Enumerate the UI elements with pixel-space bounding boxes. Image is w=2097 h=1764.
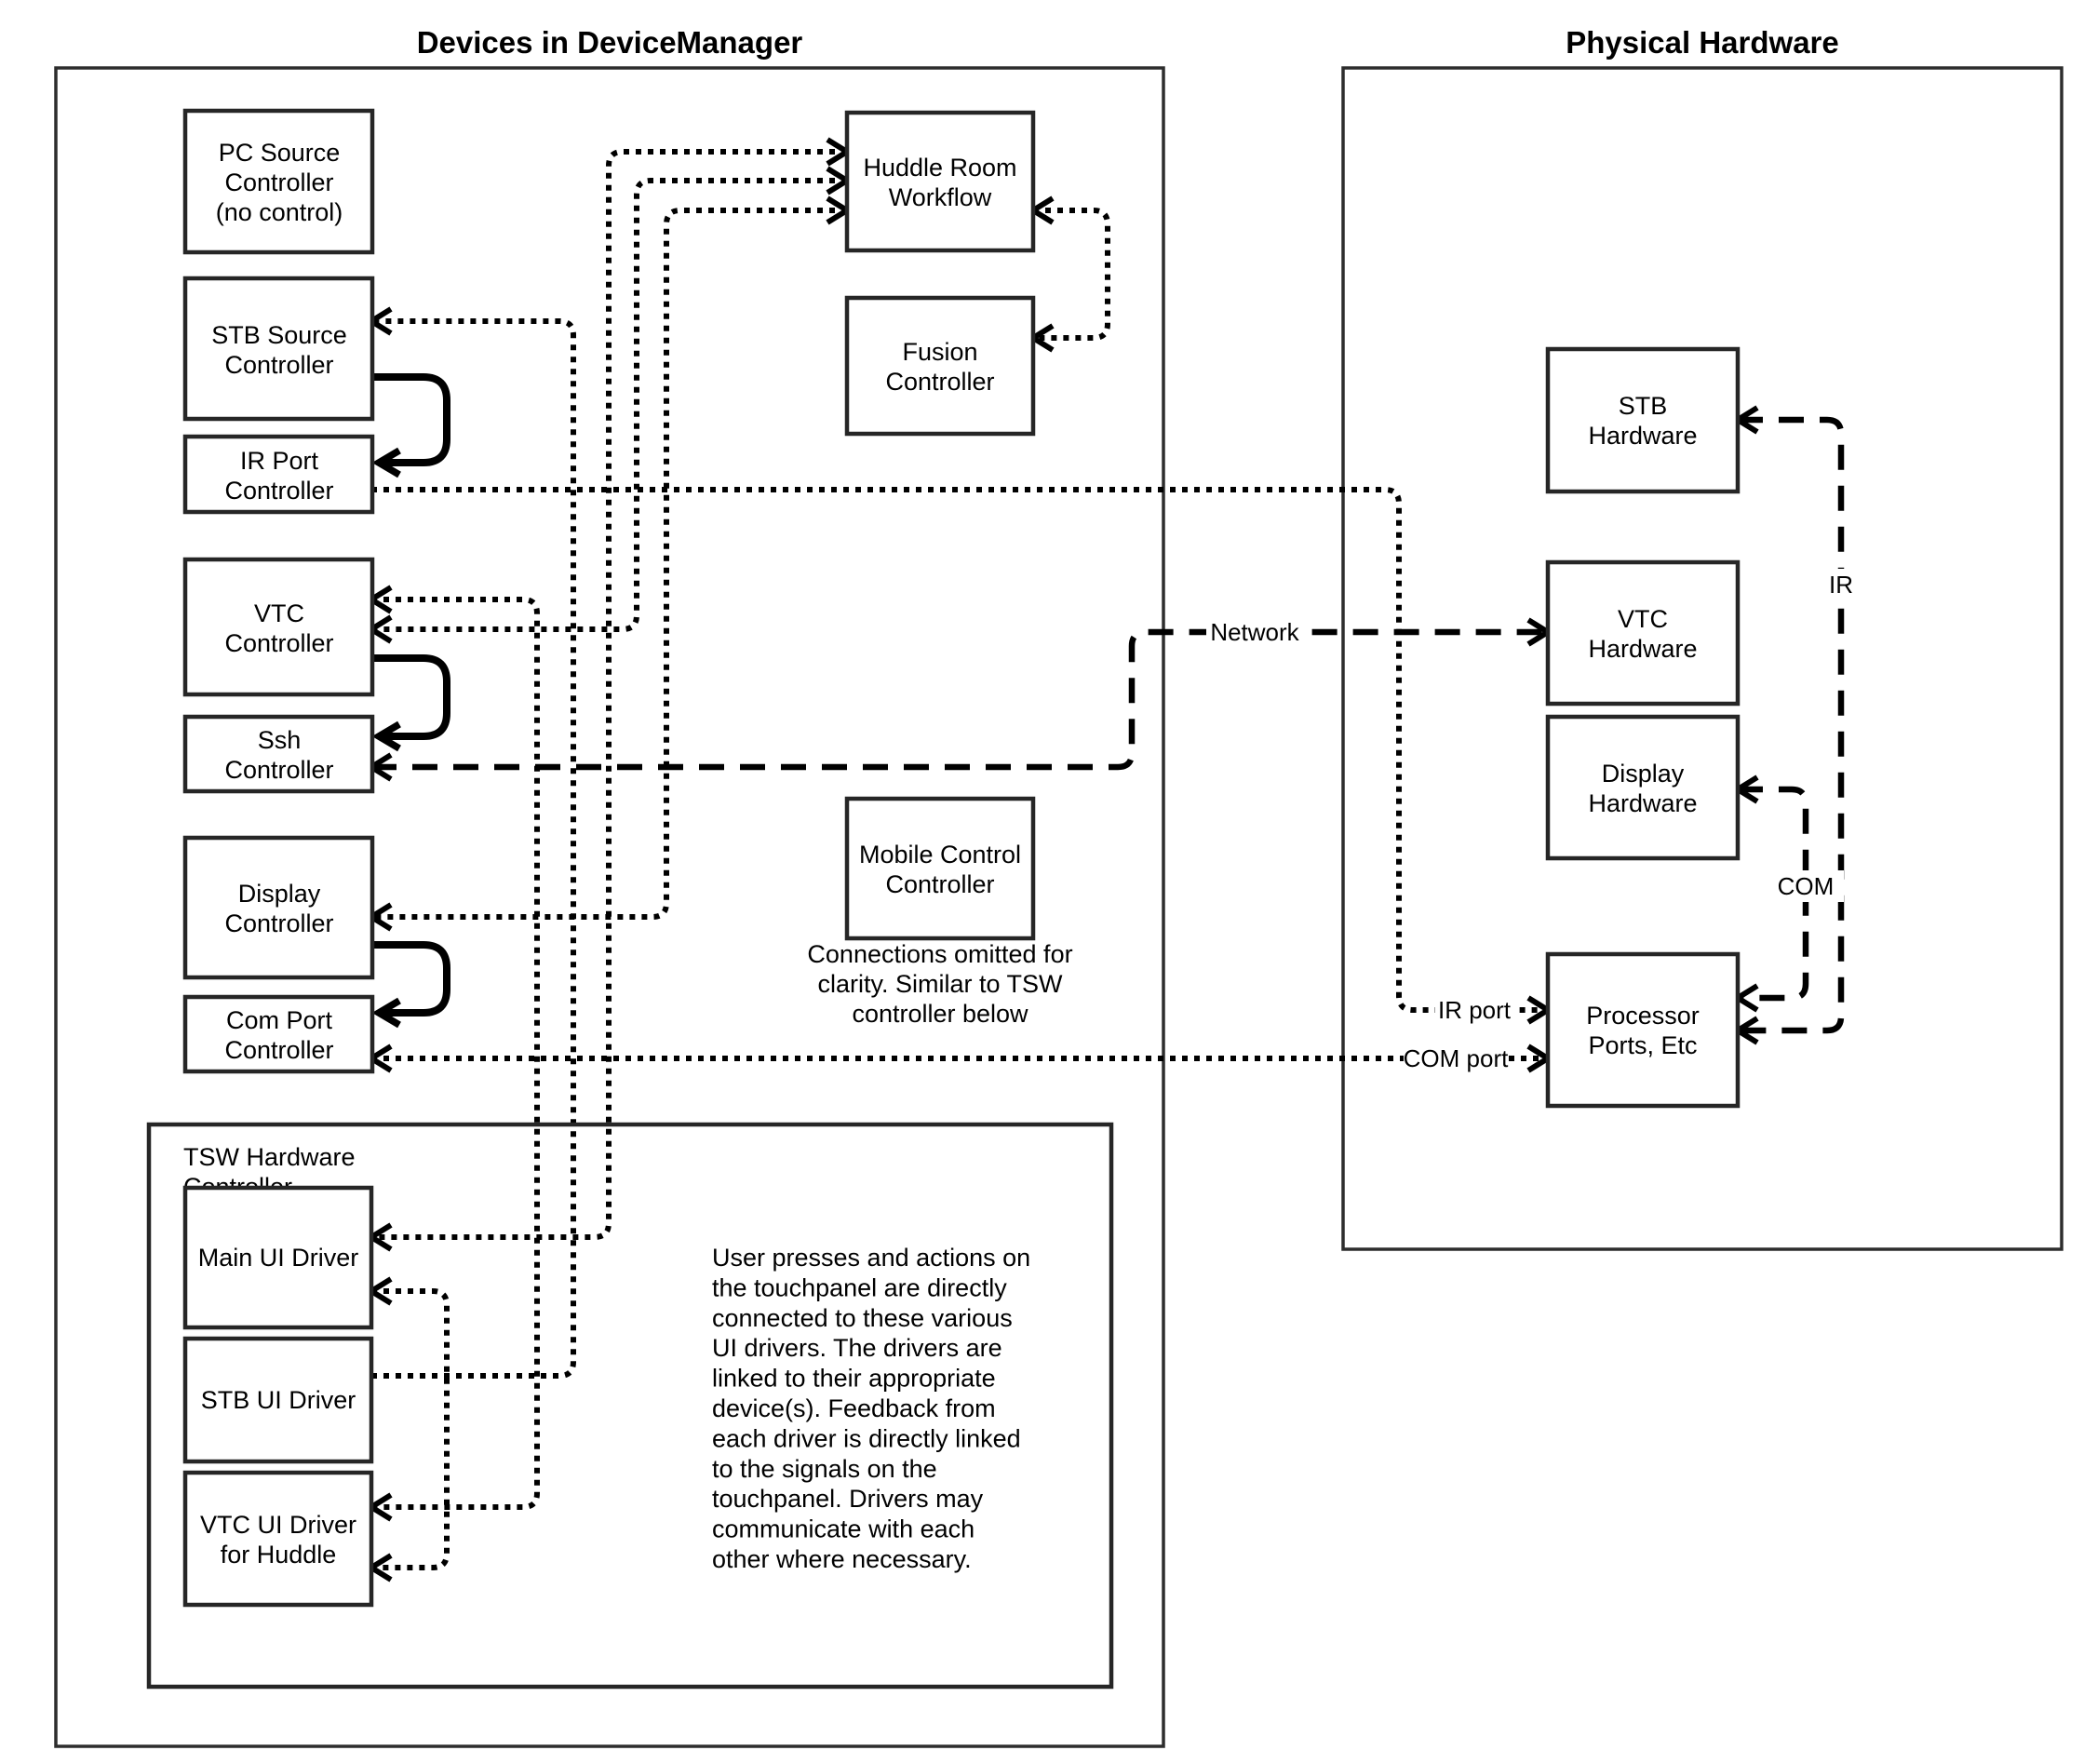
com-label-text: COM bbox=[1777, 872, 1835, 900]
processor-label-line2: Ports, Etc bbox=[1588, 1031, 1698, 1059]
pc-source-label-line1: PC Source bbox=[218, 139, 341, 167]
box-stb-source-controller bbox=[185, 278, 372, 419]
display-hardware-label-line1: Display bbox=[1601, 760, 1685, 788]
mobile-label-line1: Mobile Control bbox=[858, 841, 1022, 869]
tsw-note-line8: to the signals on the bbox=[712, 1454, 937, 1483]
display-label-line1: Display bbox=[237, 880, 321, 908]
vtc-ui-driver-rect bbox=[185, 1473, 371, 1605]
main-ui-driver-label: Main UI Driver bbox=[197, 1244, 359, 1272]
com-port-label-line1: Com Port bbox=[225, 1006, 333, 1034]
mobile-label-line2: Controller bbox=[885, 870, 995, 898]
tsw-container-label-line1: TSW Hardware bbox=[183, 1143, 356, 1171]
tsw-note-line6: device(s). Feedback from bbox=[712, 1394, 996, 1422]
display-hardware-rect bbox=[1548, 717, 1738, 858]
fusion-label-line2: Controller bbox=[885, 368, 995, 396]
vtc-ui-driver-label-line1: VTC UI Driver bbox=[200, 1511, 356, 1539]
connector-vtc-ssh bbox=[371, 658, 447, 736]
tsw-note-line4: UI drivers. The drivers are bbox=[712, 1334, 1002, 1363]
fusion-label-line1: Fusion bbox=[902, 338, 978, 366]
stb-ui-driver-label: STB UI Driver bbox=[200, 1386, 356, 1414]
tsw-note-line11: other where necessary. bbox=[712, 1545, 972, 1573]
processor-ports-rect bbox=[1548, 954, 1738, 1106]
ir-port-label-line2: Controller bbox=[224, 477, 334, 505]
connector-main-ui-vtc-ui bbox=[371, 1291, 447, 1568]
box-pc-source-controller bbox=[185, 111, 372, 252]
tsw-note-line1: User presses and actions on bbox=[712, 1244, 1031, 1272]
box-main-ui-driver bbox=[185, 1188, 371, 1327]
com-port-label-line2: Controller bbox=[224, 1036, 334, 1064]
box-vtc-hardware bbox=[1548, 562, 1738, 704]
tsw-note-line7: each driver is directly linked bbox=[712, 1424, 1021, 1453]
connector-ir-stb-hardware-processor bbox=[1738, 420, 1841, 1030]
box-stb-ui-driver bbox=[185, 1339, 371, 1461]
com-label bbox=[1768, 870, 1844, 902]
display-controller-rect bbox=[185, 838, 372, 977]
ir-label-text: IR bbox=[1829, 571, 1853, 599]
stb-hardware-label-line2: Hardware bbox=[1588, 422, 1698, 450]
ir-port-label-line1: IR Port bbox=[239, 447, 319, 475]
stb-source-label-line1: STB Source bbox=[211, 321, 347, 349]
vtc-label-line1: VTC bbox=[254, 599, 304, 627]
huddle-label-line1: Huddle Room bbox=[863, 154, 1017, 182]
tsw-note-line2: the touchpanel are directly bbox=[712, 1273, 1007, 1302]
display-label-line2: Controller bbox=[224, 909, 334, 937]
huddle-room-workflow-rect bbox=[847, 113, 1033, 250]
stb-hardware-label-line1: STB bbox=[1618, 392, 1668, 420]
vtc-hardware-label-line1: VTC bbox=[1618, 605, 1668, 633]
mobile-note-line3: controller below bbox=[852, 1000, 1028, 1028]
vtc-ui-driver-label-line2: for Huddle bbox=[220, 1541, 337, 1569]
left-panel-title: Devices in DeviceManager bbox=[416, 25, 803, 60]
tsw-note-line5: linked to their appropriate bbox=[712, 1364, 996, 1393]
com-port-label-text: COM port bbox=[1403, 1044, 1509, 1072]
pc-source-label-line3: (no control) bbox=[215, 198, 343, 226]
vtc-hardware-rect bbox=[1548, 562, 1738, 704]
connector-network-ssh-vtc-hardware bbox=[371, 632, 1548, 767]
box-display-hardware bbox=[1548, 717, 1738, 858]
tsw-note-text bbox=[712, 1244, 1030, 1573]
box-processor-ports bbox=[1548, 954, 1738, 1106]
right-panel-title: Physical Hardware bbox=[1566, 25, 1839, 60]
box-ir-port-controller bbox=[185, 437, 372, 512]
ir-port-label bbox=[1435, 994, 1513, 1026]
box-vtc-controller bbox=[185, 559, 372, 694]
box-com-port-controller bbox=[185, 997, 372, 1071]
fusion-controller-rect bbox=[847, 298, 1033, 434]
huddle-label-line2: Workflow bbox=[888, 183, 992, 211]
vtc-label-line2: Controller bbox=[224, 629, 334, 657]
box-display-controller bbox=[185, 838, 372, 977]
stb-source-label-line2: Controller bbox=[224, 351, 334, 379]
tsw-note-line3: connected to these various bbox=[712, 1303, 1013, 1332]
mobile-control-controller-rect bbox=[847, 799, 1033, 938]
processor-label-line1: Processor bbox=[1586, 1002, 1700, 1030]
connector-stb-ui-stb-source bbox=[371, 321, 573, 1376]
connector-display-com-port bbox=[371, 945, 447, 1013]
display-hardware-label-line2: Hardware bbox=[1588, 789, 1698, 817]
ssh-label-line1: Ssh bbox=[257, 726, 302, 754]
mobile-connections-note bbox=[807, 940, 1072, 1028]
connector-huddle-fusion bbox=[1033, 210, 1108, 338]
box-vtc-ui-driver bbox=[185, 1473, 371, 1605]
tsw-note-line9: touchpanel. Drivers may bbox=[712, 1485, 984, 1514]
box-ssh-controller bbox=[185, 717, 372, 791]
connector-huddle-main-ui bbox=[371, 152, 847, 1237]
tsw-note-line10: communicate with each bbox=[712, 1515, 975, 1543]
connector-stb-source-ir-port bbox=[371, 377, 447, 463]
box-stb-hardware bbox=[1548, 349, 1738, 491]
vtc-hardware-label-line2: Hardware bbox=[1588, 635, 1698, 663]
box-fusion-controller bbox=[847, 298, 1033, 434]
network-label-text: Network bbox=[1210, 618, 1299, 646]
pc-source-label-line2: Controller bbox=[224, 168, 334, 196]
network-label bbox=[1206, 615, 1303, 649]
ir-port-label-text: IR port bbox=[1437, 996, 1512, 1024]
box-huddle-room-workflow bbox=[847, 113, 1033, 250]
stb-hardware-rect bbox=[1548, 349, 1738, 491]
mobile-note-line2: clarity. Similar to TSW bbox=[817, 970, 1063, 998]
com-port-label bbox=[1404, 1043, 1509, 1074]
ssh-label-line2: Controller bbox=[224, 756, 334, 784]
mobile-note-line1: Connections omitted for bbox=[807, 940, 1073, 968]
ir-label bbox=[1822, 569, 1860, 600]
box-mobile-control-controller bbox=[847, 799, 1033, 938]
